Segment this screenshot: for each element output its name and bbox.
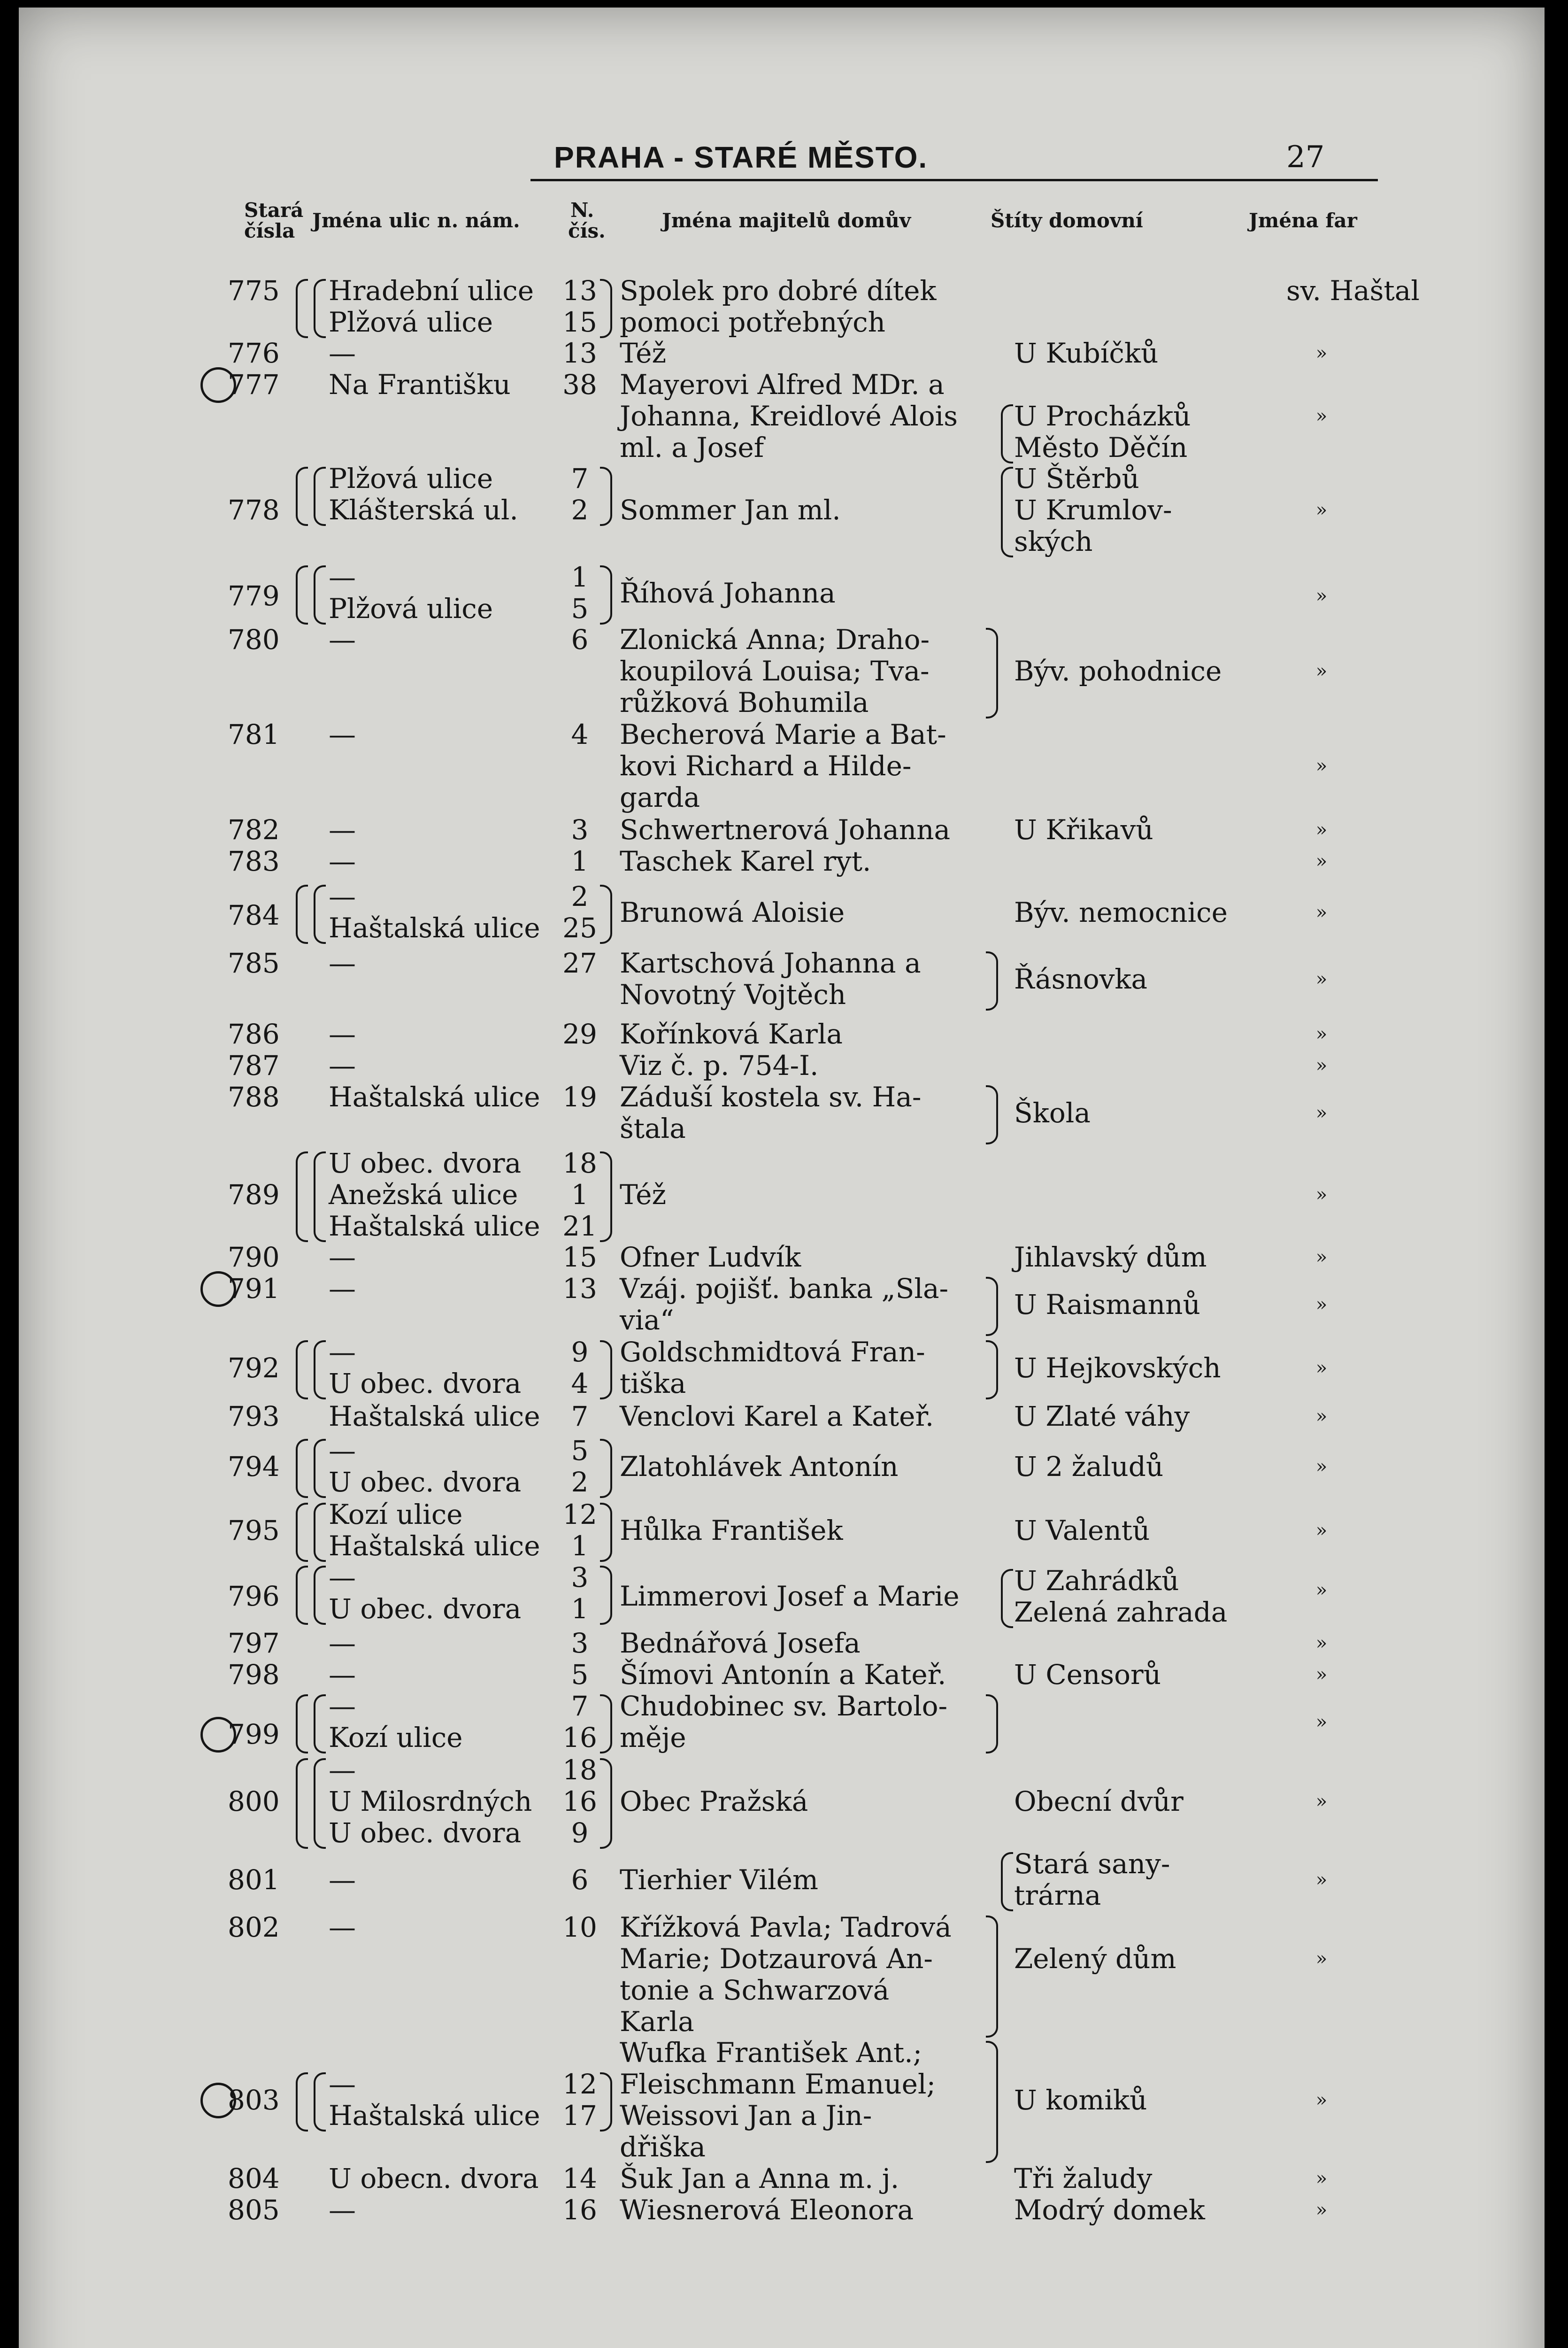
house-number: 787 bbox=[228, 1050, 280, 1081]
street-name: — bbox=[329, 1435, 356, 1467]
brace bbox=[600, 1439, 612, 1498]
column-headers bbox=[19, 200, 1545, 252]
new-house-number: 21 bbox=[562, 1210, 597, 1242]
parish: » bbox=[1315, 1579, 1328, 1601]
brace bbox=[296, 467, 308, 526]
parish: » bbox=[1315, 968, 1328, 990]
parish: » bbox=[1315, 1406, 1328, 1427]
street-name: Na Františku bbox=[329, 369, 511, 401]
house-number: 805 bbox=[228, 2194, 280, 2226]
brace bbox=[296, 1694, 308, 1753]
street-name: — bbox=[329, 2068, 356, 2100]
street-name: Haštalská ulice bbox=[329, 1530, 540, 1562]
brace bbox=[600, 1566, 612, 1625]
brace bbox=[314, 885, 326, 944]
house-number: 775 bbox=[228, 275, 280, 307]
parish: » bbox=[1315, 1293, 1328, 1315]
street-name: — bbox=[329, 880, 356, 912]
house-sign: Zelená zahrada bbox=[1014, 1596, 1228, 1628]
brace bbox=[296, 1340, 308, 1399]
street-name: Haštalská ulice bbox=[329, 1400, 540, 1432]
new-house-number: 9 bbox=[571, 1817, 589, 1849]
street-name: Anežská ulice bbox=[329, 1179, 518, 1211]
new-house-number: 5 bbox=[571, 593, 589, 625]
street-name: Plžová ulice bbox=[329, 593, 493, 625]
new-house-number: 9 bbox=[571, 1336, 589, 1368]
owner-name: tonie a Schwarzová bbox=[620, 1974, 890, 2006]
owner-name: Hůlka František bbox=[620, 1514, 843, 1546]
street-name: — bbox=[329, 1336, 356, 1368]
owner-name: tiška bbox=[620, 1367, 686, 1399]
parish: » bbox=[1315, 1184, 1328, 1205]
owner-name: Křížková Pavla; Tadrová bbox=[620, 1911, 952, 1943]
parish: » bbox=[1315, 1711, 1328, 1733]
brace bbox=[314, 279, 326, 338]
col-owner: Jména majitelů domův bbox=[662, 209, 911, 232]
house-number: 778 bbox=[228, 494, 280, 526]
house-number: 789 bbox=[228, 1179, 280, 1211]
new-house-number: 6 bbox=[571, 624, 589, 656]
parish: » bbox=[1315, 1246, 1328, 1268]
brace bbox=[296, 885, 308, 944]
owner-name: Zlatohlávek Antonín bbox=[620, 1450, 899, 1483]
brace bbox=[600, 467, 612, 526]
parish: » bbox=[1315, 585, 1328, 607]
house-number: 783 bbox=[228, 845, 280, 877]
new-house-number: 3 bbox=[571, 1561, 589, 1593]
owner-name: Kartschová Johanna a bbox=[620, 947, 921, 979]
parish: » bbox=[1315, 1632, 1328, 1654]
brace bbox=[314, 1340, 326, 1399]
brace bbox=[296, 1151, 308, 1242]
parish: » bbox=[1315, 342, 1328, 364]
owner-name: Johanna, Kreidlové Alois bbox=[620, 400, 958, 432]
owner-name: štala bbox=[620, 1112, 686, 1144]
owner-name: koupilová Louisa; Tva- bbox=[620, 655, 930, 687]
brace bbox=[296, 1566, 308, 1625]
parish: » bbox=[1315, 1869, 1328, 1891]
col-old-number-l1: Stará bbox=[244, 199, 304, 222]
owner-name: Venclovi Karel a Kateř. bbox=[620, 1400, 934, 1432]
col-street: Jména ulic n. nám. bbox=[312, 209, 520, 232]
brace bbox=[296, 565, 308, 625]
house-sign: U Štěrbů bbox=[1014, 463, 1139, 494]
brace bbox=[600, 279, 612, 338]
page-title: PRAHA - STARÉ MĚSTO. bbox=[554, 140, 928, 174]
street-name: U obec. dvora bbox=[329, 1147, 522, 1179]
house-number: 786 bbox=[228, 1018, 280, 1050]
street-name: — bbox=[329, 2194, 356, 2226]
street-name: — bbox=[329, 718, 356, 750]
owner-name: Becherová Marie a Bat- bbox=[620, 718, 946, 750]
house-sign: Zelený dům bbox=[1014, 1943, 1176, 1975]
new-house-number: 13 bbox=[562, 1273, 597, 1305]
parish: » bbox=[1315, 1357, 1328, 1379]
owner-name: Wiesnerová Eleonora bbox=[620, 2194, 914, 2226]
house-number: 798 bbox=[228, 1659, 280, 1691]
owner-name: pomoci potřebných bbox=[620, 306, 885, 338]
house-sign: U komiků bbox=[1014, 2084, 1147, 2116]
owner-name: měje bbox=[620, 1722, 686, 1753]
brace bbox=[600, 1151, 612, 1242]
street-name: Haštalská ulice bbox=[329, 1081, 540, 1113]
house-number: 791 bbox=[228, 1273, 280, 1305]
street-name: — bbox=[329, 1050, 356, 1081]
house-sign: trárna bbox=[1014, 1879, 1101, 1911]
owner-name: Brunowá Aloisie bbox=[620, 896, 845, 928]
brace bbox=[600, 1758, 612, 1849]
house-number: 792 bbox=[228, 1352, 280, 1384]
brace bbox=[314, 2072, 326, 2132]
new-house-number: 25 bbox=[562, 912, 597, 944]
brace bbox=[986, 1340, 998, 1399]
brace bbox=[986, 628, 998, 718]
house-sign: U Zlaté váhy bbox=[1014, 1400, 1190, 1432]
house-number: 793 bbox=[228, 1400, 280, 1432]
document-page bbox=[19, 8, 1545, 2348]
street-name: — bbox=[329, 1018, 356, 1050]
new-house-number: 7 bbox=[571, 1690, 589, 1722]
parish: » bbox=[1315, 1023, 1328, 1045]
street-name: Kozí ulice bbox=[329, 1498, 463, 1530]
house-sign: Modrý domek bbox=[1014, 2194, 1205, 2226]
brace bbox=[314, 1566, 326, 1625]
street-name: Haštalská ulice bbox=[329, 1210, 540, 1242]
house-number: 790 bbox=[228, 1241, 280, 1273]
street-name: U Milosrdných bbox=[329, 1785, 532, 1817]
house-sign: U Valentů bbox=[1014, 1514, 1150, 1546]
new-house-number: 2 bbox=[571, 494, 589, 526]
owner-name: Marie; Dotzaurová An- bbox=[620, 1943, 933, 1975]
new-house-number: 1 bbox=[571, 845, 589, 877]
house-sign: Jihlavský dům bbox=[1014, 1241, 1207, 1273]
house-number: 779 bbox=[228, 580, 280, 612]
owner-name: Obec Pražská bbox=[620, 1785, 808, 1817]
owner-name: Karla bbox=[620, 2006, 694, 2038]
street-name: Hradební ulice bbox=[329, 275, 534, 307]
owner-name: Chudobinec sv. Bartolo- bbox=[620, 1690, 948, 1722]
owner-name: Záduší kostela sv. Ha- bbox=[620, 1081, 922, 1113]
house-sign: Býv. nemocnice bbox=[1014, 896, 1228, 928]
street-name: — bbox=[329, 561, 356, 593]
circle-mark bbox=[200, 367, 236, 403]
owner-name: Ofner Ludvík bbox=[620, 1241, 801, 1273]
col-new-number-l2: čís. bbox=[568, 219, 606, 242]
brace bbox=[600, 565, 612, 625]
street-name: — bbox=[329, 1911, 356, 1943]
street-name: — bbox=[329, 1561, 356, 1593]
owner-name: Vzáj. pojišť. banka „Sla- bbox=[620, 1273, 949, 1305]
col-gable: Štíty domovní bbox=[991, 209, 1143, 232]
house-number: 782 bbox=[228, 814, 280, 846]
new-house-number: 38 bbox=[562, 369, 597, 401]
brace bbox=[1001, 404, 1013, 463]
street-name: — bbox=[329, 337, 356, 369]
parish: » bbox=[1315, 1664, 1328, 1685]
brace bbox=[314, 1151, 326, 1242]
owner-name: Wufka František Ant.; bbox=[620, 2037, 922, 2069]
parish: » bbox=[1315, 660, 1328, 682]
house-sign: Tři žaludy bbox=[1014, 2163, 1153, 2194]
owner-name: Též bbox=[620, 1179, 667, 1211]
street-name: Kozí ulice bbox=[329, 1722, 463, 1753]
street-name: — bbox=[329, 1690, 356, 1722]
owner-name: Spolek pro dobré dítek bbox=[620, 275, 937, 307]
brace bbox=[314, 1439, 326, 1498]
new-house-number: 2 bbox=[571, 1466, 589, 1498]
new-house-number: 7 bbox=[571, 463, 589, 494]
owner-name: dřiška bbox=[620, 2131, 706, 2163]
brace bbox=[296, 1758, 308, 1849]
brace bbox=[1001, 1852, 1013, 1911]
street-name: — bbox=[329, 947, 356, 979]
running-head bbox=[19, 134, 1545, 186]
brace bbox=[986, 1694, 998, 1753]
owner-name: Fleischmann Emanuel; bbox=[620, 2068, 936, 2100]
brace bbox=[314, 1503, 326, 1562]
new-house-number: 15 bbox=[562, 306, 597, 338]
street-name: — bbox=[329, 1754, 356, 1786]
new-house-number: 12 bbox=[562, 2068, 597, 2100]
house-sign: U Raismannů bbox=[1014, 1288, 1200, 1321]
brace bbox=[1001, 1569, 1013, 1628]
house-number: 795 bbox=[228, 1514, 280, 1546]
new-house-number: 17 bbox=[562, 2100, 597, 2132]
parish: » bbox=[1315, 1519, 1328, 1541]
house-sign: U 2 žaludů bbox=[1014, 1450, 1164, 1483]
owner-name: Zlonická Anna; Draho- bbox=[620, 624, 930, 656]
new-house-number: 5 bbox=[571, 1435, 589, 1467]
parish: » bbox=[1315, 405, 1328, 427]
page-number: 27 bbox=[1286, 140, 1325, 175]
street-name: — bbox=[329, 1863, 356, 1896]
new-house-number: 1 bbox=[571, 1593, 589, 1625]
owner-name: Kořínková Karla bbox=[620, 1018, 843, 1050]
parish: » bbox=[1315, 1455, 1328, 1477]
owner-name: Též bbox=[620, 337, 667, 369]
circle-mark bbox=[200, 1717, 236, 1753]
owner-name: kovi Richard a Hilde- bbox=[620, 750, 912, 782]
owner-name: Šuk Jan a Anna m. j. bbox=[620, 2163, 899, 2194]
street-name: Klášterská ul. bbox=[329, 494, 518, 526]
street-name: U obec. dvora bbox=[329, 1817, 522, 1849]
new-house-number: 16 bbox=[562, 1785, 597, 1817]
house-number: 785 bbox=[228, 947, 280, 979]
house-number: 803 bbox=[228, 2084, 280, 2116]
brace bbox=[986, 951, 998, 1011]
brace bbox=[314, 467, 326, 526]
owner-name: ml. a Josef bbox=[620, 432, 764, 463]
house-number: 800 bbox=[228, 1785, 280, 1817]
new-house-number: 18 bbox=[562, 1754, 597, 1786]
house-sign: U Procházků bbox=[1014, 400, 1191, 432]
owner-name: Schwertnerová Johanna bbox=[620, 814, 951, 846]
parish: » bbox=[1315, 2168, 1328, 2189]
new-house-number: 15 bbox=[562, 1241, 597, 1273]
new-house-number: 13 bbox=[562, 337, 597, 369]
house-number: 804 bbox=[228, 2163, 280, 2194]
street-name: Haštalská ulice bbox=[329, 912, 540, 944]
brace bbox=[986, 1085, 998, 1144]
parish: » bbox=[1315, 2199, 1328, 2221]
parish: sv. Haštal bbox=[1286, 275, 1420, 307]
col-parish: Jména far bbox=[1249, 209, 1357, 232]
street-name: — bbox=[329, 1659, 356, 1691]
house-sign: U Zahrádků bbox=[1014, 1564, 1179, 1597]
owner-name: Mayerovi Alfred MDr. a bbox=[620, 369, 945, 401]
brace bbox=[600, 885, 612, 944]
house-sign: Škola bbox=[1014, 1097, 1091, 1129]
house-number: 799 bbox=[228, 1718, 280, 1751]
street-name: — bbox=[329, 845, 356, 877]
house-number: 794 bbox=[228, 1450, 280, 1483]
owner-name: Bednářová Josefa bbox=[620, 1627, 861, 1659]
owner-name: Weissovi Jan a Jin- bbox=[620, 2100, 872, 2132]
owner-name: Sommer Jan ml. bbox=[620, 494, 841, 526]
new-house-number: 2 bbox=[571, 880, 589, 912]
brace bbox=[600, 1503, 612, 1562]
house-number: 784 bbox=[228, 899, 280, 932]
new-house-number: 1 bbox=[571, 561, 589, 593]
parish: » bbox=[1315, 1102, 1328, 1124]
house-sign: ských bbox=[1014, 525, 1093, 557]
street-name: U obec. dvora bbox=[329, 1593, 522, 1625]
col-old-number-l2: čísla bbox=[244, 219, 295, 242]
owner-name: Limmerovi Josef a Marie bbox=[620, 1580, 960, 1613]
owner-name: Viz č. p. 754-I. bbox=[620, 1050, 819, 1081]
new-house-number: 4 bbox=[571, 718, 589, 750]
parish: » bbox=[1315, 1948, 1328, 1970]
new-house-number: 6 bbox=[571, 1863, 589, 1896]
col-new-number-l1: N. bbox=[570, 199, 594, 222]
house-sign: U Krumlov- bbox=[1014, 494, 1172, 526]
parish: » bbox=[1315, 850, 1328, 872]
brace bbox=[314, 1758, 326, 1849]
house-sign: U Kubíčků bbox=[1014, 337, 1159, 369]
new-house-number: 18 bbox=[562, 1147, 597, 1179]
new-house-number: 27 bbox=[562, 947, 597, 979]
house-number: 781 bbox=[228, 718, 280, 750]
street-name: U obec. dvora bbox=[329, 1367, 522, 1399]
new-house-number: 14 bbox=[562, 2163, 597, 2194]
new-house-number: 19 bbox=[562, 1081, 597, 1113]
parish: » bbox=[1315, 2089, 1328, 2111]
brace bbox=[986, 1277, 998, 1336]
new-house-number: 29 bbox=[562, 1018, 597, 1050]
parish: » bbox=[1315, 819, 1328, 841]
brace bbox=[296, 2072, 308, 2132]
circle-mark bbox=[200, 2083, 236, 2118]
house-sign: U Hejkovských bbox=[1014, 1352, 1221, 1384]
parish: » bbox=[1315, 1791, 1328, 1812]
owner-name: Šímovi Antonín a Kateř. bbox=[620, 1659, 946, 1691]
parish: » bbox=[1315, 1055, 1328, 1076]
parish: » bbox=[1315, 901, 1328, 923]
brace bbox=[600, 1340, 612, 1399]
house-number: 802 bbox=[228, 1911, 280, 1943]
house-sign: Obecní dvůr bbox=[1014, 1785, 1184, 1817]
street-name: Plžová ulice bbox=[329, 306, 493, 338]
new-house-number: 7 bbox=[571, 1400, 589, 1432]
owner-name: Říhová Johanna bbox=[620, 577, 836, 609]
parish: » bbox=[1315, 755, 1328, 777]
street-name: — bbox=[329, 624, 356, 656]
brace bbox=[314, 565, 326, 625]
owner-name: garda bbox=[620, 781, 700, 813]
new-house-number: 10 bbox=[562, 1911, 597, 1943]
house-number: 777 bbox=[228, 369, 280, 401]
house-sign: Řásnovka bbox=[1014, 963, 1148, 995]
new-house-number: 1 bbox=[571, 1179, 589, 1211]
new-house-number: 12 bbox=[562, 1498, 597, 1530]
brace bbox=[600, 2072, 612, 2132]
street-name: — bbox=[329, 814, 356, 846]
new-house-number: 4 bbox=[571, 1367, 589, 1399]
house-sign: Stará sany- bbox=[1014, 1848, 1170, 1880]
brace bbox=[314, 1694, 326, 1753]
brace bbox=[296, 1503, 308, 1562]
new-house-number: 16 bbox=[562, 1722, 597, 1753]
owner-name: Taschek Karel ryt. bbox=[620, 845, 871, 877]
owner-name: Goldschmidtová Fran- bbox=[620, 1336, 925, 1368]
new-house-number: 5 bbox=[571, 1659, 589, 1691]
house-number: 797 bbox=[228, 1627, 280, 1659]
street-name: — bbox=[329, 1273, 356, 1305]
brace bbox=[1001, 467, 1013, 557]
house-number: 776 bbox=[228, 337, 280, 369]
header-rule bbox=[530, 179, 1378, 181]
brace bbox=[986, 1915, 998, 2038]
house-number: 801 bbox=[228, 1863, 280, 1896]
owner-name: růžková Bohumila bbox=[620, 687, 869, 718]
house-number: 780 bbox=[228, 624, 280, 656]
new-house-number: 3 bbox=[571, 814, 589, 846]
owner-name: Tierhier Vilém bbox=[620, 1863, 818, 1896]
new-house-number: 13 bbox=[562, 275, 597, 307]
house-sign: Město Děčín bbox=[1014, 432, 1188, 463]
house-sign: Býv. pohodnice bbox=[1014, 655, 1222, 687]
parish: » bbox=[1315, 499, 1328, 521]
brace bbox=[600, 1694, 612, 1753]
brace bbox=[986, 2041, 998, 2163]
street-name: Haštalská ulice bbox=[329, 2100, 540, 2132]
new-house-number: 1 bbox=[571, 1530, 589, 1562]
street-name: U obec. dvora bbox=[329, 1466, 522, 1498]
house-sign: U Censorů bbox=[1014, 1659, 1161, 1691]
circle-mark bbox=[200, 1271, 236, 1307]
new-house-number: 3 bbox=[571, 1627, 589, 1659]
house-number: 796 bbox=[228, 1580, 280, 1613]
owner-name: Novotný Vojtěch bbox=[620, 979, 846, 1011]
house-sign: U Křikavů bbox=[1014, 814, 1153, 846]
house-number: 788 bbox=[228, 1081, 280, 1113]
brace bbox=[296, 1439, 308, 1498]
new-house-number: 16 bbox=[562, 2194, 597, 2226]
street-name: — bbox=[329, 1627, 356, 1659]
street-name: — bbox=[329, 1241, 356, 1273]
brace bbox=[296, 279, 308, 338]
street-name: U obecn. dvora bbox=[329, 2163, 539, 2194]
street-name: Plžová ulice bbox=[329, 463, 493, 494]
owner-name: via“ bbox=[620, 1304, 674, 1336]
